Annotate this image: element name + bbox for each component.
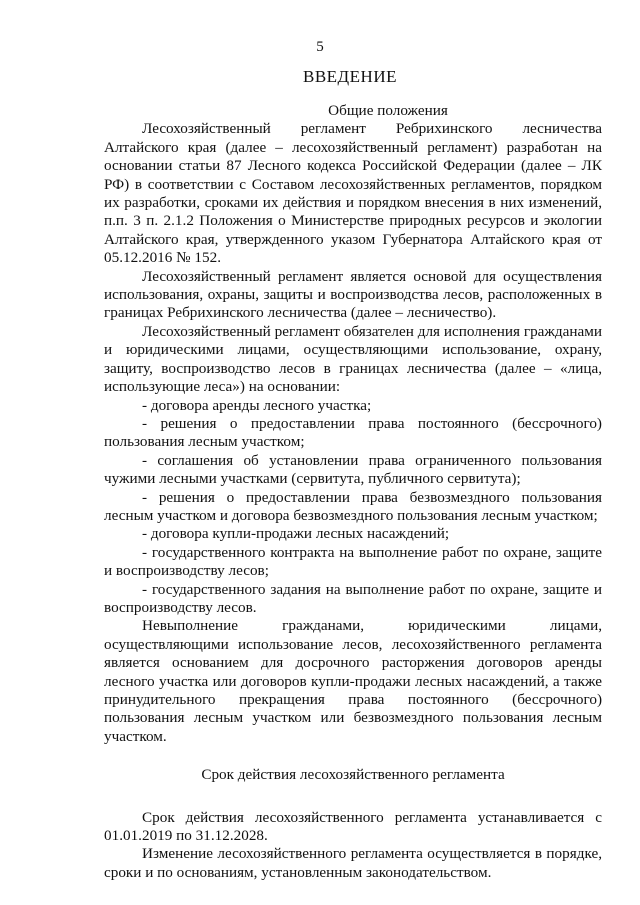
paragraph-basis: Лесохозяйственный регламент является основой для осуществления использования, охраны, защиты и воспроизводства лесов, расположенных в границах Ребрихинского лесничества (далее – лесничество).	[104, 267, 602, 322]
paragraph-term: Срок действия лесохозяйственного регламента устанавливается с 01.01.2019 по 31.12.2028.	[104, 808, 602, 845]
list-item: - решения о предоставлении права постоянного (бессрочного) пользования лесным участком;	[104, 414, 602, 451]
page-number: 5	[316, 39, 324, 55]
paragraph-obligation: Лесохозяйственный регламент обязателен для исполнения гражданами и юридическими лицами, осуществляющими использование, охрану, защиту, воспроизводство лесов в границах лесничества (далее – «лица, использующие леса») на основании:	[104, 322, 602, 396]
list-item: - договора купли-продажи лесных насаждений;	[142, 525, 450, 543]
document-body	[104, 102, 602, 882]
list-item: - государственного задания на выполнение работ по охране, защите и воспроизводству лесов.	[104, 580, 602, 616]
list-item: - соглашения об установлении права ограниченного пользования чужими лесными участками (сервитута, публичного сервитута);	[104, 451, 602, 488]
paragraph-intro: Лесохозяйственный регламент Ребрихинского лесничества Алтайского края (далее – лесохозяйственный регламент) разработан на основании статьи 87 Лесного кодекса Российской Федерации (далее – ЛК РФ) в соответствии с Составом лесохозяйственных регламентов, порядком их разработки, сроками их действия и порядком внесения в них изменений, п.п. 3 п. 2.1.2 Положения о Министерстве природных ресурсов и экологии Алтайского края, утвержденного указом Губернатора Алтайского края от 05.12.2016 № 152.	[104, 120, 602, 267]
document-title: ВВЕДЕНИЕ	[303, 67, 397, 86]
list-item: - договора аренды лесного участка;	[142, 396, 372, 414]
paragraph-noncompliance: Невыполнение гражданами, юридическими лицами, осуществляющими использование лесов, лесохозяйственного регламента является основанием для досрочного расторжения договоров аренды лесного участка или договоров купли-продажи лесных насаждений, а также принудительного прекращения права постоянного (бессрочного) пользования лесным участком или безвозмездного пользования лесным участком.	[104, 617, 602, 745]
section-heading-term: Срок действия лесохозяйственного регламента	[201, 766, 505, 784]
section-heading-general: Общие положения	[328, 102, 448, 119]
list-item: - государственного контракта на выполнение работ по охране, защите и воспроизводству лесов;	[104, 543, 602, 580]
paragraph-amendment: Изменение лесохозяйственного регламента осуществляется в порядке, сроки и по основаниям, установленным законодательством.	[104, 845, 602, 881]
list-item: - решения о предоставлении права безвозмездного пользования лесным участком и договора безвозмездного пользования лесным участком;	[104, 488, 602, 524]
